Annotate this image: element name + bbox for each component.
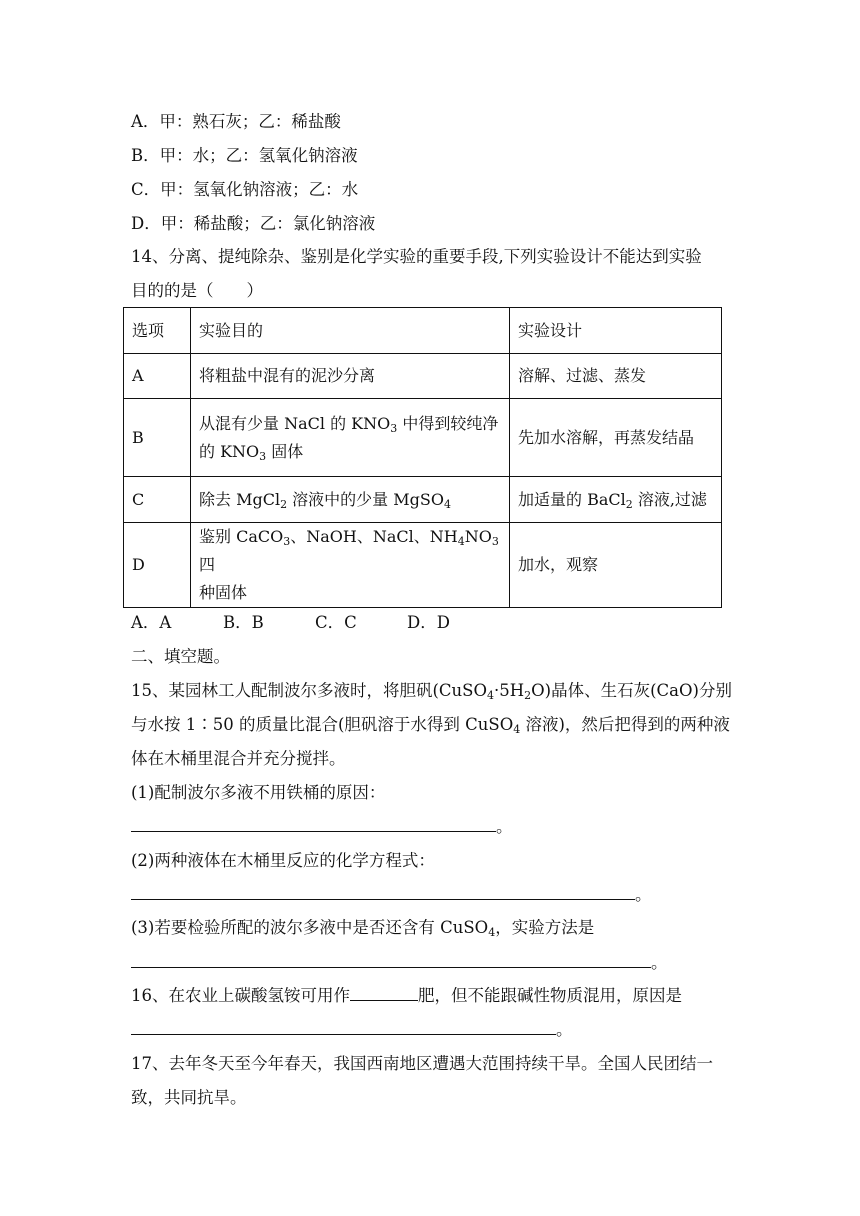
row-design: 先加水溶解，再蒸发结晶 xyxy=(510,399,722,477)
row-option: D xyxy=(124,523,191,608)
q15-part2: (2)两种液体在木桶里反应的化学方程式： xyxy=(131,851,435,870)
q14-stem-line1: 14、分离、提纯除杂、鉴别是化学实验的重要手段,下列实验设计不能达到实验 xyxy=(131,247,702,266)
row-option: A xyxy=(124,354,191,399)
row-option: B xyxy=(124,399,191,477)
q16-answer: 。 xyxy=(131,1020,573,1040)
answer-blank[interactable] xyxy=(131,817,496,832)
q14-option-a: A．A xyxy=(131,613,172,632)
row-purpose: 鉴别 CaCO$_3$、NaOH、NaCl、$NH_4NO_3$ 四 种固体 xyxy=(191,523,510,608)
table-row xyxy=(124,399,722,477)
q15-part3: (3)若要检验所配的波尔多液中是否还含有 CuSO$_4$，实验方法是 xyxy=(131,918,595,939)
q13-option-d: D．甲：稀盐酸；乙：氯化钠溶液 xyxy=(131,214,376,233)
q15-line1: 15、某园林工人配制波尔多液时，将胆矾$(CuSO_4\cdot 5H_2O)$晶体、生石灰(CaO)分别 xyxy=(131,681,732,702)
q13-option-c: C．甲：氢氧化钠溶液；乙：水 xyxy=(131,180,359,199)
header-purpose: 实验目的 xyxy=(191,308,510,354)
q16-line1: 16、在农业上碳酸氢铵可用作 肥，但不能跟碱性物质混用，原因是 xyxy=(131,986,682,1005)
q17-line1: 17、去年冬天至今年春天，我国西南地区遭遇大范围持续干旱。全国人民团结一 xyxy=(131,1054,713,1073)
q14-option-d: D．D xyxy=(407,613,450,632)
row-design: 加适量的 BaCl$_2$ 溶液,过滤 xyxy=(510,477,722,523)
q14-options xyxy=(131,613,450,633)
row-option: C xyxy=(124,477,191,523)
experiment-table xyxy=(123,307,722,608)
header-option: 选项 xyxy=(124,308,191,354)
table-row xyxy=(124,354,722,399)
q15-answer1: 。 xyxy=(131,817,513,837)
q15-answer3: 。 xyxy=(131,953,668,973)
q13-option-a: A．甲：熟石灰；乙：稀盐酸 xyxy=(131,112,341,131)
q14-option-b: B．B xyxy=(223,613,264,632)
q15-line3: 体在木桶里混合并充分搅拌。 xyxy=(131,749,346,768)
q14-option-c: C．C xyxy=(315,613,357,632)
answer-blank[interactable] xyxy=(131,1020,556,1035)
row-design: 溶解、过滤、蒸发 xyxy=(510,354,722,399)
table-row xyxy=(124,523,722,608)
section-heading: 二、填空题。 xyxy=(131,647,230,666)
row-purpose: 除去 MgCl$_2$ 溶液中的少量 MgSO$_4$ xyxy=(191,477,510,523)
q15-answer2: 。 xyxy=(131,885,652,905)
answer-blank[interactable] xyxy=(131,885,635,900)
answer-blank[interactable] xyxy=(350,986,418,1001)
table-row xyxy=(124,477,722,523)
table-header-row xyxy=(124,308,722,354)
row-design: 加水，观察 xyxy=(510,523,722,608)
row-purpose: 从混有少量 NaCl 的 $KNO_3$ 中得到较纯净 的 $KNO_3$ 固体 xyxy=(191,399,510,477)
q15-line2: 与水按 1∶50 的质量比混合(胆矾溶于水得到 CuSO$_4$ 溶液)，然后把得到的两种液 xyxy=(131,715,730,736)
q15-part1: (1)配制波尔多液不用铁桶的原因： xyxy=(131,783,386,802)
header-design: 实验设计 xyxy=(510,308,722,354)
answer-blank[interactable] xyxy=(131,953,651,968)
q14-stem-line2: 目的的是（ ） xyxy=(131,281,263,300)
row-purpose: 将粗盐中混有的泥沙分离 xyxy=(191,354,510,399)
q13-option-b: B．甲：水；乙：氢氧化钠溶液 xyxy=(131,146,358,165)
q17-line2: 致，共同抗旱。 xyxy=(131,1088,247,1107)
